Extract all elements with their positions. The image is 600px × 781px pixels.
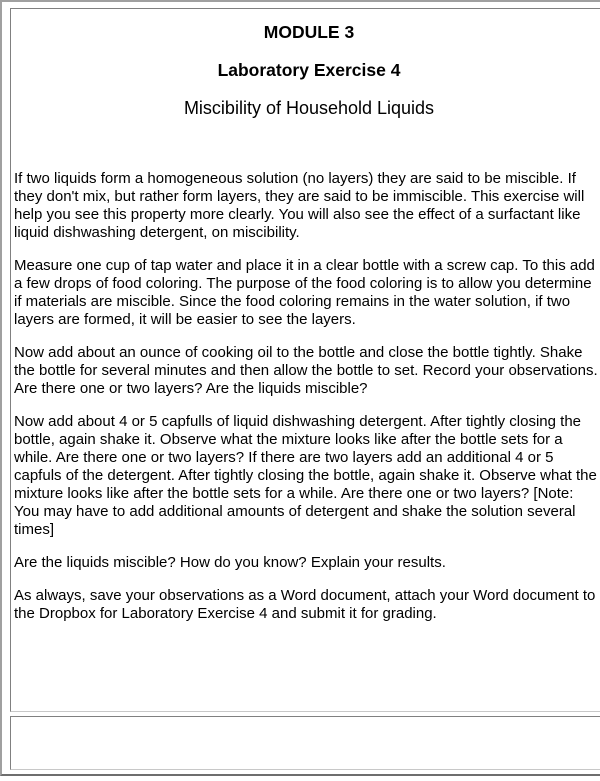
exercise-heading: Laboratory Exercise 4	[217, 60, 401, 80]
paragraph-questions: Are the liquids miscible? How do you know? Explain your results.	[14, 554, 446, 571]
paragraph-add-detergent: Now add about 4 or 5 capfulls of liquid dishwashing detergent. After tightly closing the bottle, again shake it. Observe what the mixture looks like after the bottle sets for a while. Are there one or two layers? If there are two layers add an additional 4 or 5 capfuls of the detergent. After tightly closing the bottle, again shake it. Observe what the mixture looks like after the bottle sets for a while. Are there one or two layers? [Note: You may have to add additional amounts of detergent and shake the solution several times]	[14, 413, 597, 538]
paragraph-introduction: If two liquids form a homogeneous solution (no layers) they are said to be miscible. If they don't mix, but rather form layers, they are said to be immiscible. This exercise will help you see this property more clearly. You will also see the effect of a surfactant like liquid dishwashing detergent, on miscibility.	[14, 170, 585, 241]
instructions-body	[14, 170, 600, 638]
paragraph-submission: As always, save your observations as a Word document, attach your Word document to the Dropbox for Laboratory Exercise 4 and submit it for grading.	[14, 587, 596, 622]
footer-cell	[10, 716, 600, 770]
module-heading: MODULE 3	[263, 22, 355, 42]
paragraph-water-setup: Measure one cup of tap water and place it in a clear bottle with a screw cap. To this add a few drops of food coloring. The purpose of the food coloring is to allow you determine if materials are miscible. Since the food coloring remains in the water solution, if two layers are formed, it will be easier to see the layers.	[14, 257, 595, 328]
paragraph-add-oil: Now add about an ounce of cooking oil to the bottle and close the bottle tightly. Shake the bottle for several minutes and then allow the bottle to set. Record your observations. Are there one or two layers? Are the liquids miscible?	[14, 344, 598, 397]
exercise-subtitle: Miscibility of Household Liquids	[183, 98, 435, 118]
